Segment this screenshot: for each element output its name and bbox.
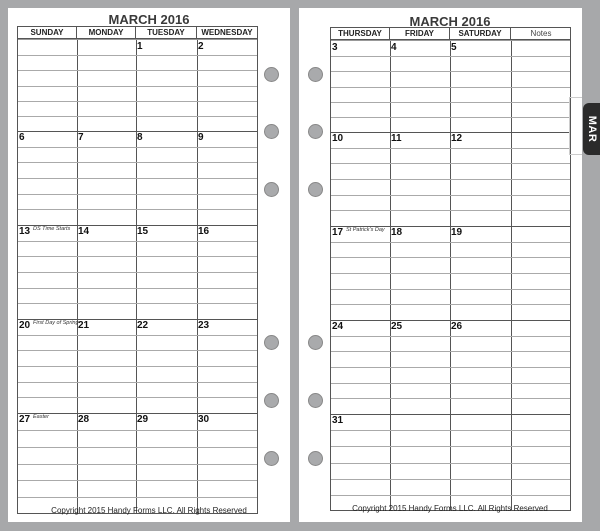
day-number: 6 bbox=[19, 132, 25, 143]
day-cell[interactable] bbox=[136, 319, 197, 413]
holiday-label: First Day of Spring bbox=[33, 320, 79, 326]
column-header: SUNDAY bbox=[18, 27, 77, 38]
day-number: 17 bbox=[332, 227, 344, 238]
day-cell[interactable] bbox=[77, 225, 136, 319]
binder-hole bbox=[264, 124, 279, 139]
day-number: 14 bbox=[78, 226, 90, 237]
day-cell[interactable] bbox=[450, 226, 511, 320]
day-number: 18 bbox=[391, 227, 403, 238]
holiday-label: St Patrick's Day bbox=[346, 227, 385, 233]
page-title: MARCH 2016 bbox=[108, 12, 190, 27]
day-cell[interactable] bbox=[197, 131, 258, 225]
day-cell[interactable] bbox=[18, 319, 77, 413]
holiday-label: Easter bbox=[33, 414, 49, 420]
day-number: 8 bbox=[137, 132, 143, 143]
day-number: 23 bbox=[198, 320, 210, 331]
day-cell[interactable] bbox=[511, 414, 571, 511]
day-cell[interactable] bbox=[390, 226, 450, 320]
day-cell[interactable] bbox=[197, 40, 258, 131]
calendar-grid-right bbox=[330, 27, 571, 511]
day-cell[interactable] bbox=[136, 40, 197, 131]
day-cell[interactable] bbox=[511, 226, 571, 320]
day-cell[interactable] bbox=[390, 320, 450, 414]
day-number: 11 bbox=[391, 133, 402, 144]
day-cell[interactable] bbox=[331, 414, 390, 511]
day-cell[interactable] bbox=[197, 225, 258, 319]
day-cell[interactable] bbox=[331, 41, 390, 132]
right-planner-page bbox=[299, 8, 582, 522]
day-number: 13 bbox=[19, 226, 31, 237]
day-cell[interactable] bbox=[77, 131, 136, 225]
day-number: 2 bbox=[198, 41, 204, 52]
day-number: 26 bbox=[451, 321, 463, 332]
copyright-text: Copyright 2015 Handy Forms LLC. All Rights Reserved bbox=[352, 504, 548, 513]
day-number: 4 bbox=[391, 42, 397, 53]
day-cell[interactable] bbox=[450, 132, 511, 226]
copyright-text: Copyright 2015 Handy Forms LLC. All Rights Reserved bbox=[51, 506, 247, 515]
day-cell[interactable] bbox=[77, 40, 136, 131]
day-cell[interactable] bbox=[77, 413, 136, 514]
day-cell[interactable] bbox=[450, 320, 511, 414]
binder-hole bbox=[308, 393, 323, 408]
holiday-label: DS Time Starts bbox=[33, 226, 71, 232]
column-header: THURSDAY bbox=[331, 28, 390, 39]
day-cell[interactable] bbox=[77, 319, 136, 413]
day-cell[interactable] bbox=[18, 413, 77, 514]
day-number: 10 bbox=[332, 133, 344, 144]
binder-hole bbox=[308, 335, 323, 350]
binder-hole bbox=[308, 451, 323, 466]
day-cell[interactable] bbox=[331, 320, 390, 414]
day-cell[interactable] bbox=[450, 414, 511, 511]
day-number: 1 bbox=[137, 41, 143, 52]
tab-outline bbox=[569, 97, 582, 155]
day-cell[interactable] bbox=[331, 226, 390, 320]
day-number: 5 bbox=[451, 42, 457, 53]
day-number: 29 bbox=[137, 414, 149, 425]
day-number: 19 bbox=[451, 227, 463, 238]
column-header: WEDNESDAY bbox=[197, 27, 258, 38]
day-number: 27 bbox=[19, 414, 31, 425]
left-planner-page bbox=[8, 8, 290, 522]
day-number: 7 bbox=[78, 132, 84, 143]
day-number: 28 bbox=[78, 414, 90, 425]
day-cell[interactable] bbox=[18, 225, 77, 319]
binder-hole bbox=[264, 393, 279, 408]
column-header: FRIDAY bbox=[390, 28, 450, 39]
day-cell[interactable] bbox=[136, 225, 197, 319]
day-number: 24 bbox=[332, 321, 344, 332]
day-cell[interactable] bbox=[511, 132, 571, 226]
binder-hole bbox=[264, 182, 279, 197]
day-number: 31 bbox=[332, 415, 344, 426]
calendar-grid-left bbox=[17, 26, 258, 514]
day-cell[interactable] bbox=[511, 320, 571, 414]
binder-hole bbox=[264, 67, 279, 82]
day-number: 22 bbox=[137, 320, 149, 331]
day-number: 9 bbox=[198, 132, 204, 143]
day-number: 21 bbox=[78, 320, 90, 331]
binder-hole bbox=[308, 67, 323, 82]
month-tab-label: MAR bbox=[585, 115, 598, 143]
day-cell[interactable] bbox=[18, 40, 77, 131]
column-header: Notes bbox=[530, 29, 552, 38]
day-cell[interactable] bbox=[390, 414, 450, 511]
day-cell[interactable] bbox=[331, 132, 390, 226]
day-number: 25 bbox=[391, 321, 403, 332]
day-cell[interactable] bbox=[390, 41, 450, 132]
page-title: MARCH 2016 bbox=[409, 14, 491, 29]
day-number: 16 bbox=[198, 226, 210, 237]
day-cell[interactable] bbox=[390, 132, 450, 226]
day-cell[interactable] bbox=[511, 41, 571, 132]
binder-hole bbox=[264, 451, 279, 466]
day-cell[interactable] bbox=[197, 413, 258, 514]
binder-hole bbox=[264, 335, 279, 350]
binder-hole bbox=[308, 124, 323, 139]
binder-hole bbox=[308, 182, 323, 197]
column-header: MONDAY bbox=[77, 27, 136, 38]
column-header: SATURDAY bbox=[450, 28, 511, 39]
day-number: 12 bbox=[451, 133, 463, 144]
month-tab[interactable] bbox=[583, 103, 600, 155]
day-cell[interactable] bbox=[197, 319, 258, 413]
day-number: 20 bbox=[19, 320, 31, 331]
day-cell[interactable] bbox=[136, 413, 197, 514]
day-cell[interactable] bbox=[136, 131, 197, 225]
day-cell[interactable] bbox=[18, 131, 77, 225]
day-number: 30 bbox=[198, 414, 210, 425]
day-number: 15 bbox=[137, 226, 149, 237]
column-header: TUESDAY bbox=[136, 27, 197, 38]
day-cell[interactable] bbox=[450, 41, 511, 132]
day-number: 3 bbox=[332, 42, 338, 53]
